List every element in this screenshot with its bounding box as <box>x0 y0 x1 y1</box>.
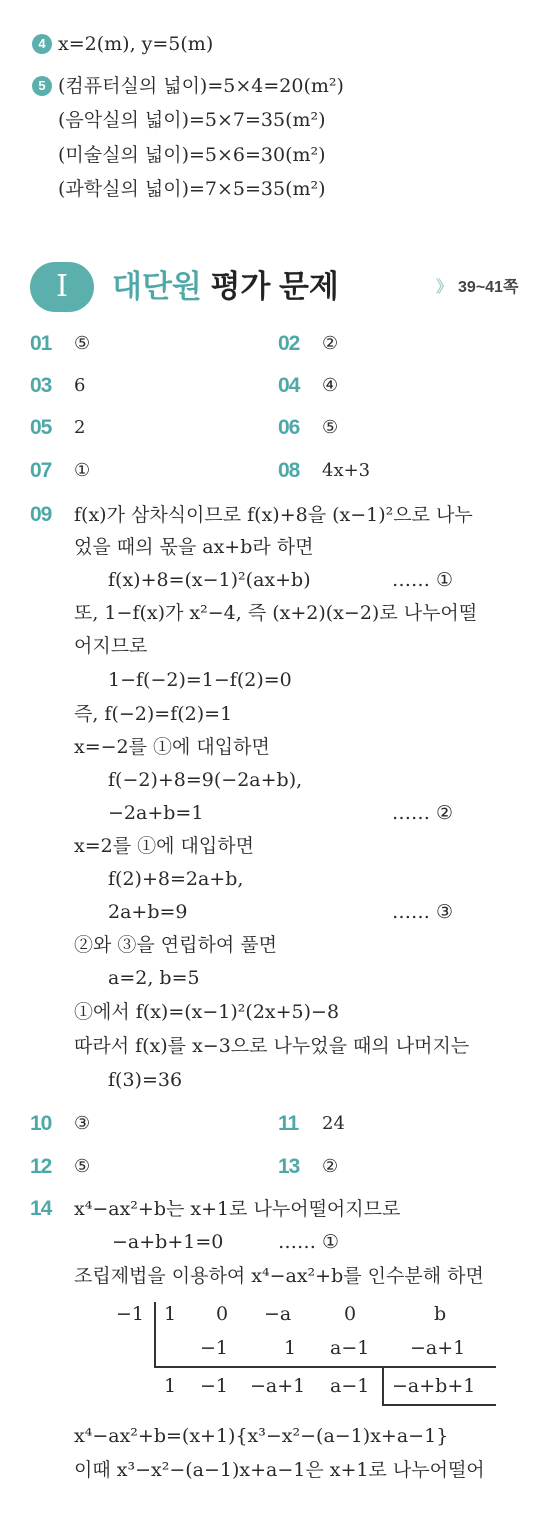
item5-line-1: (음악실의 넓이)=5×7=35(m²) <box>58 109 326 131</box>
solution-line: 2a+b=9 <box>108 901 188 923</box>
item5-line-0: (컴퓨터실의 넓이)=5×4=20(m²) <box>58 75 344 97</box>
solution-line: 이때 x³−x²−(a−1)x+a−1은 x+1로 나누어떨어 <box>74 1459 485 1481</box>
solution-line: x=2를 ①에 대입하면 <box>74 835 254 857</box>
answer-num: 04 <box>278 374 300 397</box>
solution-line: 어지므로 <box>74 635 148 657</box>
equation-tag: …… ② <box>392 802 454 824</box>
solution-line: 또, 1−f(x)가 x²−4, 즉 (x+2)(x−2)로 나누어떨 <box>74 602 478 624</box>
problem-num: 14 <box>30 1197 52 1220</box>
synth-cell: 1 <box>164 1375 177 1397</box>
answer-value: ⑤ <box>322 417 339 438</box>
equation-tag: …… ① <box>392 569 454 591</box>
synth-divisor: −1 <box>116 1303 145 1325</box>
synth-cell: 1 <box>284 1337 297 1359</box>
synth-cell: −a <box>264 1303 292 1325</box>
solution-line: ②와 ③을 연립하여 풀면 <box>74 934 277 956</box>
solution-line: f(2)+8=2a+b, <box>108 868 244 890</box>
solution-line: a=2, b=5 <box>108 967 200 989</box>
answer-value: 6 <box>74 375 86 396</box>
remainder-box-left <box>382 1368 384 1404</box>
remainder-box-bottom <box>382 1404 496 1406</box>
synth-cell: −a+1 <box>250 1375 306 1397</box>
item4-badge: 4 <box>32 34 52 54</box>
equation-tag: …… ① <box>278 1231 340 1253</box>
solution-line: f(−2)+8=9(−2a+b), <box>108 769 303 791</box>
item5-line-3: (과학실의 넓이)=7×5=35(m²) <box>58 178 326 200</box>
answer-value: ⑤ <box>74 1156 91 1177</box>
answer-value: ⑤ <box>74 333 91 354</box>
solution-line: x⁴−ax²+b=(x+1){x³−x²−(a−1)x+a−1} <box>74 1425 449 1447</box>
synth-vertical-rule <box>154 1302 156 1366</box>
answer-value: 4x+3 <box>322 460 371 481</box>
answer-value: ② <box>322 333 339 354</box>
answer-num: 13 <box>278 1155 300 1178</box>
section-title-colored: 대단원 <box>112 269 202 304</box>
synth-cell: −1 <box>200 1337 229 1359</box>
answer-value: ④ <box>322 375 339 396</box>
synth-cell: −a+1 <box>410 1337 466 1359</box>
solution-line: 었을 때의 몫을 ax+b라 하면 <box>74 536 314 558</box>
item4-text: x=2(m), y=5(m) <box>58 33 214 55</box>
synth-cell: b <box>434 1303 447 1325</box>
answer-value: 24 <box>322 1113 345 1134</box>
solution-line: 조립제법을 이용하여 x⁴−ax²+b를 인수분해 하면 <box>74 1265 484 1287</box>
solution-line: 즉, f(−2)=f(2)=1 <box>74 703 233 725</box>
answer-value: 2 <box>74 417 86 438</box>
answer-num: 05 <box>30 416 52 439</box>
chevron-right-icon: 》 <box>436 279 453 296</box>
page-reference <box>436 274 518 297</box>
answer-num: 01 <box>30 332 52 355</box>
synth-cell: 1 <box>164 1303 177 1325</box>
item5-line-2: (미술실의 넓이)=5×6=30(m²) <box>58 144 326 166</box>
item5-badge: 5 <box>32 76 52 96</box>
solution-line: f(x)+8=(x−1)²(ax+b) <box>108 569 311 591</box>
section-title-rest: 평가 문제 <box>210 269 339 304</box>
answer-num: 06 <box>278 416 300 439</box>
synth-cell: a−1 <box>330 1337 370 1359</box>
answer-num: 12 <box>30 1155 52 1178</box>
equation-tag: …… ③ <box>392 901 454 923</box>
synth-horizontal-rule <box>154 1366 496 1368</box>
item4 <box>32 32 213 56</box>
answer-num: 07 <box>30 459 52 482</box>
synth-remainder: −a+b+1 <box>392 1375 476 1397</box>
solution-line: ①에서 f(x)=(x−1)²(2x+5)−8 <box>74 1001 340 1023</box>
synth-cell: 0 <box>216 1303 229 1325</box>
answer-value: ② <box>322 1156 339 1177</box>
answer-num: 02 <box>278 332 300 355</box>
solution-line: f(3)=36 <box>108 1069 183 1091</box>
section-title <box>112 266 339 308</box>
solution-line: x=−2를 ①에 대입하면 <box>74 736 270 758</box>
answer-num: 08 <box>278 459 300 482</box>
page-range: 39~41쪽 <box>458 279 519 296</box>
section-roman-numeral: I <box>56 269 68 304</box>
solution-line: −2a+b=1 <box>108 802 204 824</box>
answer-value: ③ <box>74 1113 91 1134</box>
solution-line: 따라서 f(x)를 x−3으로 나누었을 때의 나머지는 <box>74 1035 470 1057</box>
solution-line: f(x)가 삼차식이므로 f(x)+8을 (x−1)²으로 나누 <box>74 504 473 526</box>
item5 <box>32 74 344 98</box>
problem-num: 09 <box>30 503 52 526</box>
solution-line: x⁴−ax²+b는 x+1로 나누어떨어지므로 <box>74 1198 401 1220</box>
synth-cell: a−1 <box>330 1375 370 1397</box>
answer-value: ① <box>74 460 91 481</box>
answer-num: 11 <box>278 1112 299 1135</box>
synth-cell: −1 <box>200 1375 229 1397</box>
synth-cell: 0 <box>344 1303 357 1325</box>
solution-line: 1−f(−2)=1−f(2)=0 <box>108 669 292 691</box>
solution-line: −a+b+1=0 <box>112 1231 224 1253</box>
answer-num: 03 <box>30 374 52 397</box>
answer-num: 10 <box>30 1112 52 1135</box>
